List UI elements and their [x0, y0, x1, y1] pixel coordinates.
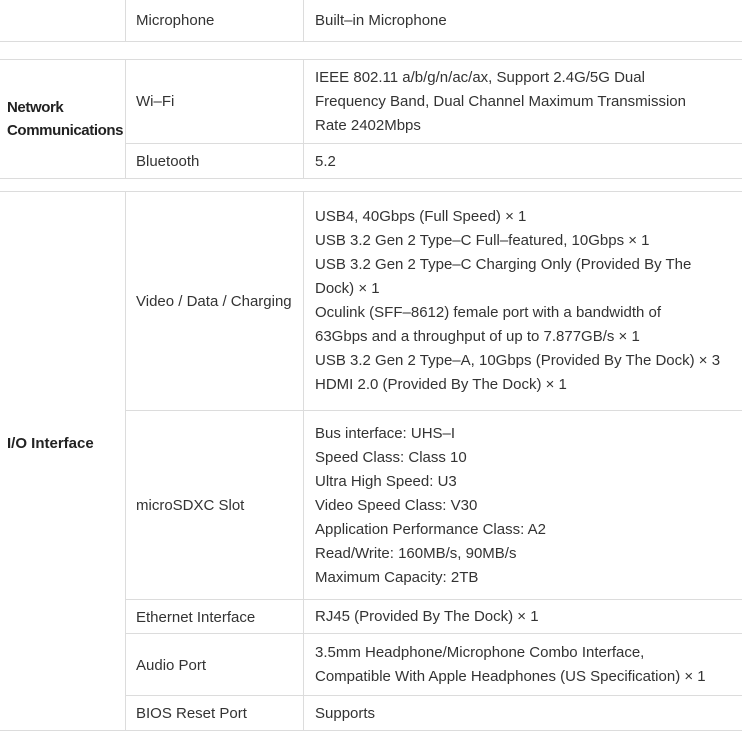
spec-label: BIOS Reset Port [136, 705, 247, 722]
row-divider [125, 0, 126, 41]
spec-value-line: Compatible With Apple Headphones (US Specification) × 1 [315, 668, 706, 685]
section-divider [0, 730, 742, 731]
spec-row-ethernet [125, 599, 742, 634]
category-label-io [7, 192, 125, 695]
spec-value-line: USB 3.2 Gen 2 Type–C Full–featured, 10Gbps × 1 [315, 232, 650, 249]
spec-value [315, 60, 742, 143]
spec-value-line: USB 3.2 Gen 2 Type–C Charging Only (Provided By The [315, 256, 692, 273]
column-divider [303, 411, 304, 600]
spec-value [315, 144, 742, 179]
category-line: Network [7, 99, 64, 116]
spec-label: Audio Port [136, 656, 207, 674]
section-divider [0, 178, 742, 179]
column-divider [303, 60, 304, 143]
section-io-interface [0, 191, 742, 741]
row-divider [125, 696, 126, 731]
row-divider [125, 411, 126, 600]
row-divider [125, 60, 126, 143]
spec-value-line: Dock) × 1 [315, 280, 380, 297]
column-divider [303, 0, 304, 41]
spec-value-line: USB4, 40Gbps (Full Speed) × 1 [315, 208, 527, 225]
spec-value-line: Bus interface: UHS–I [315, 424, 456, 442]
spec-value-line: HDMI 2.0 (Provided By The Dock) × 1 [315, 376, 567, 393]
spec-label: Ethernet Interface [136, 608, 256, 626]
spec-value-line: IEEE 802.11 a/b/g/n/ac/ax, Support 2.4G/5G Dual [315, 68, 645, 86]
spec-value-line: Ultra High Speed: U3 [315, 472, 457, 490]
spec-value-line: Maximum Capacity: 2TB [315, 568, 479, 586]
spec-value [315, 411, 742, 600]
spec-label: Wi–Fi [136, 93, 175, 110]
spec-value-line: Read/Write: 160MB/s, 90MB/s [315, 544, 517, 562]
spec-value-line: Speed Class: Class 10 [315, 448, 467, 466]
section-divider [0, 41, 742, 42]
spec-value-line: Video Speed Class: V30 [315, 496, 478, 514]
column-divider [303, 600, 304, 634]
spec-value-line: Built–in Microphone [315, 11, 447, 29]
spec-value-line: 5.2 [315, 152, 336, 170]
row-divider [125, 600, 126, 634]
column-divider [303, 192, 304, 410]
spec-value-line: Oculink (SFF–8612) female port with a bandwidth of [315, 304, 662, 321]
spec-value-line: Rate 2402Mbps [315, 116, 421, 134]
spec-row-bluetooth [125, 143, 742, 179]
column-divider [303, 144, 304, 179]
section-network [0, 59, 742, 179]
column-divider [303, 634, 304, 696]
spec-value-line: 63Gbps and a throughput of up to 7.877GB/s × 1 [315, 328, 640, 345]
section-audio-continued [0, 0, 742, 42]
spec-value-line: Supports [315, 704, 376, 722]
spec-row-microsdxc [125, 410, 742, 600]
spec-row-video-data-charging [125, 192, 742, 410]
spec-value-line: Frequency Band, Dual Channel Maximum Transmission [315, 92, 686, 110]
spec-row-wifi [125, 60, 742, 143]
spec-value [315, 192, 742, 410]
spec-row-bios-reset [125, 695, 742, 731]
category-line: I/O Interface [7, 435, 94, 452]
row-divider [125, 144, 126, 179]
category-label-network [7, 60, 125, 178]
spec-value [315, 600, 742, 634]
spec-label: Microphone [136, 12, 215, 29]
spec-value [315, 696, 742, 731]
spec-value-line: Application Performance Class: A2 [315, 520, 546, 538]
spec-row-audio-port [125, 633, 742, 696]
spec-value [315, 0, 742, 41]
spec-value-line: 3.5mm Headphone/Microphone Combo Interface, [315, 644, 645, 661]
row-divider [125, 192, 126, 410]
spec-value [315, 634, 742, 696]
spec-row-microphone [125, 0, 742, 41]
spec-value-line: USB 3.2 Gen 2 Type–A, 10Gbps (Provided By The Dock) × 3 [315, 352, 721, 369]
row-divider [125, 634, 126, 696]
spec-value-line: RJ45 (Provided By The Dock) × 1 [315, 608, 539, 625]
spec-label: Video / Data / Charging [136, 292, 292, 310]
column-divider [303, 696, 304, 731]
category-line: Communications [7, 122, 124, 139]
spec-label: Bluetooth [136, 153, 200, 170]
spec-label: microSDXC Slot [136, 497, 245, 514]
